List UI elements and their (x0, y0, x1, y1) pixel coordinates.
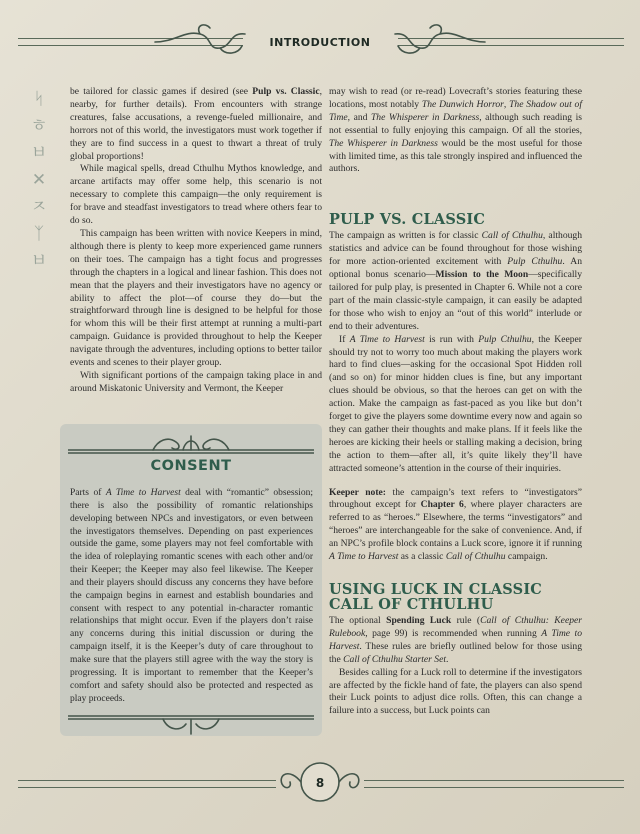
paragraph: If A Time to Harvest is run with Pulp Cthulhu, the Keeper should try not to worry too much about making the players work hard to find clues—asking for the occasional Spot Hidden roll (and so on) for minor hidden clues is fine, but any important clues should be obvious, so that the heroes can get on with the action. Make the campaign as fast-paced as you like but don’t forget to give the players some downtime every now and again so they can gather their thoughts and make plans. If it feels like the heroes are kicking their heels or stalling making a decision, bring the action to them—after all, it’s quite likely they’ll have attracted someone’s attention in the course of their inquiries. (329, 333, 582, 474)
paragraph: The optional Spending Luck rule (Call of Cthulhu: Keeper Rulebook, page 99) is recommended when running A Time to Harvest. These rules are briefly outlined below for those using the Call of Cthulhu Starter Set. (329, 615, 582, 665)
footer-rule-left (18, 780, 276, 788)
sidebar-title: CONSENT (150, 458, 232, 474)
paragraph: The campaign as written is for classic Call of Cthulhu, although statistics and advice can be found throughout for those wishing for more action-oriented excitement with Pulp Cthulhu. An optional bonus scenario—Mission to the Moon—specifically tailored for pulp play, is presented in Chapter 6. While not a core part of the main classic-style campaign, it can easily be adapted for those who wish to enjoy an “out of this world” interlude or end to their adventures. (329, 230, 583, 332)
glyph: ㅂ (30, 143, 48, 163)
sidebar-text: Parts of A Time to Harvest deal with “romantic” obsession; there is also the possibility of romantic relationships developing between NPCs and investigators, or even between the investigators themselves. Depending on past experiences outside the game, some players may not feel comfortable with the idea of roleplaying romantic scenes with each other and/or their Keeper; the Keeper may also feel likewise. The Keeper and their players should discuss any concerns they have before the campaign begins in earnest and establish boundaries and consent with respect to any potential in-character romantic relationships that might occur. Even if the players don’t raise any concerns during this initial discussion or during the campaign itself, it is the Keeper’s duty of care throughout to make sure that the players still agree with the way the story is progressing. It is important to remember that the Keeper’s comfort and safety should also be protected and respected as play proceeds. (70, 488, 314, 704)
sidebar-bottom-flourish (68, 708, 314, 736)
glyph: ㅈ (30, 197, 48, 217)
left-column (70, 86, 322, 396)
heading-line: CALL OF CTHULHU (329, 596, 494, 613)
chapter-title: INTRODUCTION (269, 36, 371, 49)
page-number: 8 (315, 776, 325, 790)
keeper-note: Keeper note: the campaign’s text refers to “investigators” throughout except for Chapter 6, where player characters are referred to as “heroes.” Elsewhere, the terms “investigators” and “heroes” are interchangeable for the sake of convenience. And, if an NPC’s profile block contains a Luck score, ignore it if running A Time to Harvest as a classic Call of Cthulhu campaign. (329, 486, 582, 563)
margin-glyphs (28, 86, 50, 275)
paragraph: While magical spells, dread Cthulhu Mythos knowledge, and arcane artifacts may offer some help, this scenario is not necessary to complete this campaign—the only requirement is for brave and steadfast investigators to tread where others fear to do so. (70, 163, 322, 227)
sidebar-top-flourish (68, 430, 314, 458)
glyph: ㅎ (30, 116, 48, 136)
right-column (329, 86, 582, 718)
paragraph: Besides calling for a Luck roll to determine if the investigators are affected by the fickle hand of fate, the players can also spend their Luck points to adjust dice rolls. Often, this can change a failure into a success, but Luck points can (329, 666, 582, 717)
footer-rule-right (364, 780, 624, 788)
glyph: ㅂ (30, 251, 48, 271)
paragraph: This campaign has been written with novice Keepers in mind, although there is plenty to keep more experienced game runners on their toes. The campaign has a tight focus and progresses through the chapters in a logical and linear fashion. This does not mean that the players and their investigators have no agency or ability to affect the plot—of course they do—but the straightforward through line is designed to be helpful for those for whom this will be their first attempt at running a multi-part campaign. Guidance is provided throughout to help the Keeper navigate through the adventures, including options to better tailor events and scenes to their player group. (70, 227, 322, 369)
paragraph: may wish to read (or re-read) Lovecraft’s stories featuring these locations, most notably The Dunwich Horror, The Shadow out of Time, and The Whisperer in Darkness, although such reading is not essential to fully enjoying this campaign. Of all the stories, The Whisperer in Darkness would be the most useful for those with limited time, as this tale strongly inspired and influenced the authors. (329, 86, 583, 175)
paragraph: be tailored for classic games if desired (see Pulp vs. Classic, nearby, for further details). From encounters with strange creatures, false accusations, a revenge-fueled millionaire, and horrors not of this world, the investigators must work together if they are to find success in a quest to thwart a threat of truly global proportions! (70, 86, 322, 162)
glyph: ᛋ (33, 89, 45, 109)
section-heading: PULP VS. CLASSIC (329, 211, 486, 229)
heading-line: USING LUCK IN CLASSIC (329, 581, 543, 598)
spacer (329, 476, 582, 487)
paragraph: With significant portions of the campaign taking place in and around Miskatonic University and Vermont, the Keeper (70, 369, 322, 394)
glyph: ✕ (31, 170, 47, 190)
glyph: ᛉ (33, 224, 45, 244)
section-heading (329, 582, 582, 612)
